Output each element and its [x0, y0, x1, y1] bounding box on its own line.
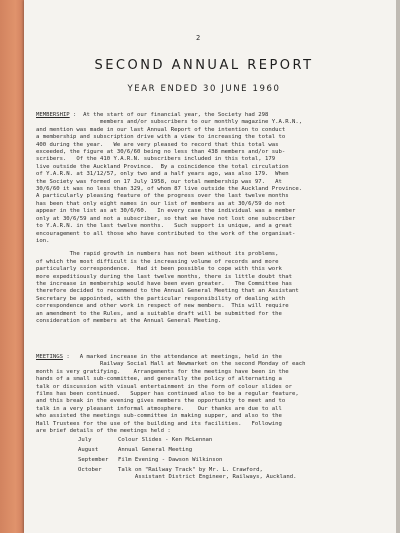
schedule-detail: Annual General Meeting	[118, 447, 193, 453]
meetings-line-10: are brief details of the meetings held :	[36, 428, 171, 435]
membership-line-7: live outside the Auckland Province. By a coincidence the total circulation	[36, 163, 289, 170]
meetings-line-9: Hall Trustees for the use of the building and its facilities. Following	[36, 420, 282, 427]
membership-line-6: scribers. Of the 410 Y.A.R.N. subscribers included in this total, 179	[36, 156, 276, 163]
membership-line-15: to Y.A.R.N. in the last twelve months. Such support is unique, and a great	[36, 223, 292, 230]
meetings-line-5: films has been continued. Supper has continued also to be a regular feature,	[36, 391, 299, 398]
report-subtitle: YEAR ENDED 30 JUNE 1960	[127, 84, 281, 94]
membership-line-12: has been that only eight names in our list of members as at 30/6/59 do not	[36, 200, 286, 207]
meetings-line-3: hands of a small sub-committee, and generally the policy of alternating a	[36, 376, 282, 383]
membership-line-16: encouragement to all those who have contributed to the work of the organisat-	[36, 230, 296, 237]
membership-line-13: appear in the list as at 30/6/60. In every case the individual was a member	[36, 208, 296, 215]
schedule-row	[78, 457, 297, 464]
meetings-line-7: talk in a very pleasant informal atmosphere. Our thanks are due to all	[36, 405, 282, 412]
membership-para2-3: more expeditiously during the last twelve months, there is little doubt that	[36, 273, 292, 280]
meetings-line-1: Railway Social Hall at Newmarket on the second Monday of each	[100, 361, 306, 368]
membership-line-1: members and/or subscribers to our monthly magazine Y.A.R.N.,	[100, 119, 303, 126]
membership-para2-1: of which the most difficult is the increasing volume of records and more	[36, 258, 279, 265]
meetings-line-6: and this break in the evening gives members the opportunity to meet and to	[36, 398, 286, 405]
membership-para2-6: Secretary be appointed, with the particular responsibility of dealing with	[36, 295, 286, 302]
document-page	[24, 0, 396, 533]
membership-line-14: only at 30/6/59 and not a subscriber, so that we have not lost one subscriber	[36, 215, 296, 222]
meetings-line-2: month is very gratifying. Arrangements for the meetings have been in the	[36, 368, 289, 375]
schedule-detail: Talk on "Railway Track" by Mr. L. Crawford, Assistant District Engineer, Railways, Auckland.	[118, 467, 297, 481]
membership-para2-7: correspondence and other work in respect of new members. This will require	[36, 303, 289, 310]
membership-line-2: and mention was made in our last Annual Report of the intention to conduct	[36, 126, 286, 133]
membership-line-8: of Y.A.R.N. at 31/12/57, only two and a half years ago, was also 179. When	[36, 171, 289, 178]
membership-line-11: A particularly pleasing feature of the progress over the last twelve months	[36, 193, 289, 200]
schedule-row	[78, 467, 297, 482]
membership-para2-4: the increase in membership would have been even greater. The Committee has	[36, 280, 292, 287]
membership-line-17: ion.	[36, 237, 50, 244]
schedule-month: July	[78, 437, 92, 443]
membership-para2-9: consideration of members at the Annual General Meeting.	[36, 317, 222, 324]
page-shadow	[396, 0, 400, 533]
membership-line-5: exceeded, the figure at 30/6/60 being no less than 438 members and/or sub-	[36, 149, 286, 156]
meetings-heading: MEETINGS	[36, 354, 63, 360]
membership-para2-2: particularly correspondence. Had it been possible to cope with this work	[36, 266, 282, 273]
meetings-line-8: who assisted the meetings sub-committee in making supper, and also to the	[36, 413, 282, 420]
meetings-line-0: A marked increase in the attendance at meetings, held in the	[79, 354, 282, 360]
membership-heading: MEMBERSHIP	[36, 112, 70, 118]
schedule-row	[78, 447, 297, 454]
cover-edge	[0, 0, 26, 533]
membership-para2-0: The rapid growth in numbers has not been without its problems,	[36, 251, 279, 258]
membership-section: MEMBERSHIP : At the start of our financial year, the Society had 298 members and/or subscribers to our monthly magazine Y.A.R.N., and mention was made in our last Annual Report of the intention to conduct a membership and subscription drive with a view to increasing the total to 400 during the year. We are very pleased to record that this total was exceeded, the figure at 30/6/60 being no less than 438 members and/or sub- scribers. Of the 410 Y.A.R.N. subscribers included in this total, 179 live outside the Auckland Province. By a coincidence the total circulation of Y.A.R.N. at 31/12/57, only two and a half years ago, was also 179. When the Society was formed on 17 July 1958, our total membership was 97. At 30/6/60 it was no less than 329, of whom 87 live outside the Auckland Province. A particularly pleasing feature of the progress over the last twelve months has been that only eight names in our list of members as at 30/6/59 do not appear in the list as at 30/6/60. In every case the individual was a member only at 30/6/59 and not a subscriber, so that we have not lost one subscriber to Y.A.R.N. in the last twelve months. Such support is unique, and a great encouragement to all those who have contributed to the work of the organisat- ion. The rapid growth in numbers has not been without its problems, of which the most difficult is the increasing volume of records and more particularly correspondence. Had it been possible to cope with this work more expeditiously during the last twelve months, there is little doubt that the increase in membership would have been even greater. The Committee has therefore decided to recommend to the Annual General Meeting that an Assistant Secretary be appointed, with the particular responsibility of dealing with correspondence and other work in respect of new members. This will require an amendment to the Rules, and a suitable draft will be submitted for the consideration of members at the Annual General Meeting.	[36, 112, 388, 325]
schedule-row	[78, 437, 297, 444]
membership-line-4: 400 during the year. We are very pleased to record that this total was	[36, 141, 279, 148]
schedule-month: August	[78, 447, 99, 453]
membership-line-10: 30/6/60 it was no less than 329, of whom 87 live outside the Auckland Province.	[36, 186, 303, 193]
page-number: 2	[196, 34, 201, 42]
meetings-line-4: talk or discussion with visual entertainment in the form of colour slides or	[36, 383, 292, 390]
membership-line-0: At the start of our financial year, the Society had 298	[83, 112, 269, 118]
schedule-month: October	[78, 467, 102, 473]
membership-para2-5: therefore decided to recommend to the Annual General Meeting that an Assistant	[36, 288, 299, 295]
membership-line-3: a membership and subscription drive with a view to increasing the total to	[36, 134, 286, 141]
meetings-section: MEETINGS : A marked increase in the attendance at meetings, held in the Railway Social Hall at Newmarket on the second Monday of each month is very gratifying. Arrangements for the meetings have been in the hands of a small sub-committee, and generally the policy of alternating a talk or discussion with visual entertainment in the form of colour slides or films has been continued. Supper has continued also to be a regular feature, and this break in the evening gives members the opportunity to meet and to talk in a very pleasant informal atmosphere. Our thanks are due to all who assisted the meetings sub-committee in making supper, and also to the Hall Trustees for the use of the building and its facilities. Following are brief details of the meetings held :	[36, 354, 388, 435]
schedule-detail: Colour Slides - Ken McLennan	[118, 437, 213, 443]
schedule-month: September	[78, 457, 109, 463]
schedule-detail: Film Evening - Dawson Wilkinson	[118, 457, 223, 463]
membership-line-9: the Society was formed on 17 July 1958, our total membership was 97. At	[36, 178, 282, 185]
meetings-schedule	[78, 437, 297, 484]
report-title: SECOND ANNUAL REPORT	[94, 58, 314, 73]
membership-para2-8: an amendment to the Rules, and a suitable draft will be submitted for the	[36, 310, 282, 317]
